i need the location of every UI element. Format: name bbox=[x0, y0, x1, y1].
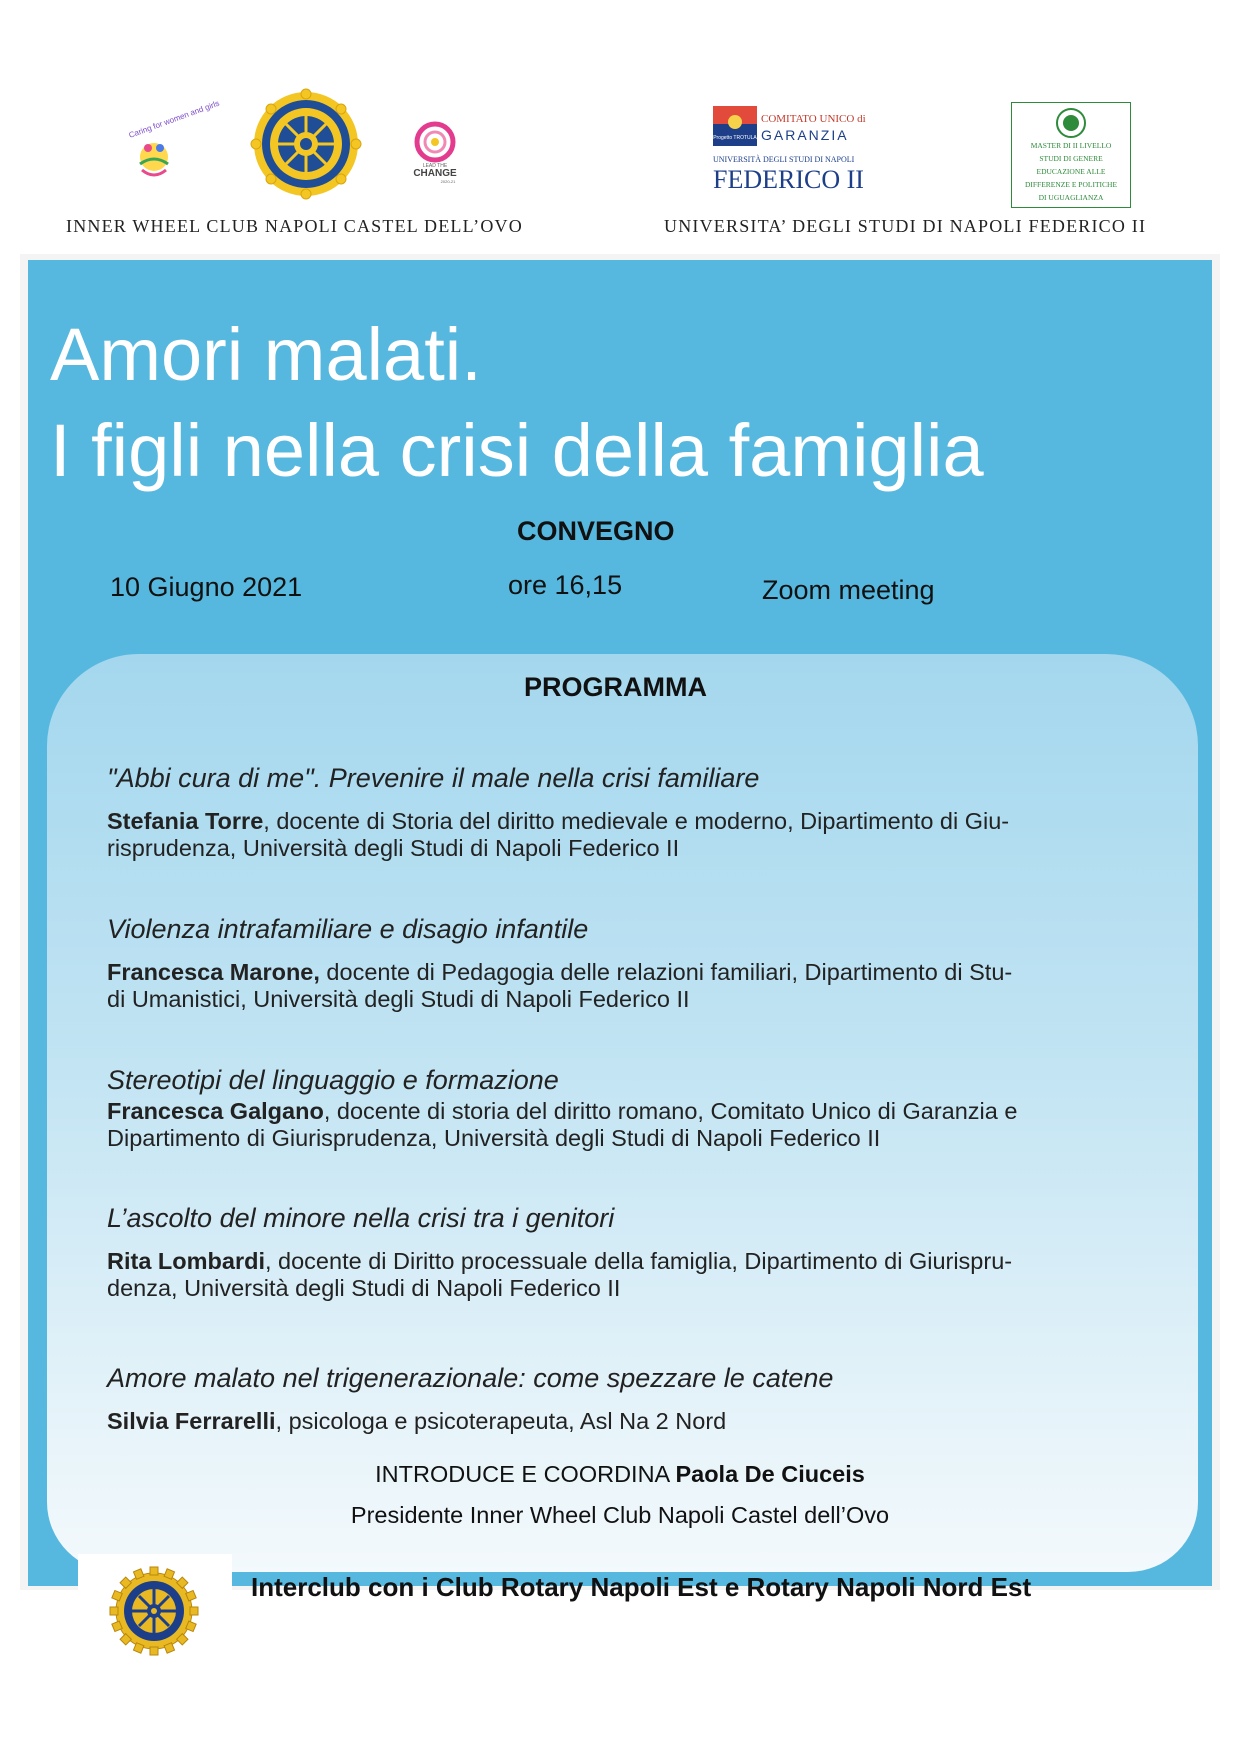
speaker-name: Silvia Ferrarelli bbox=[107, 1408, 276, 1434]
talk-speaker-desc bbox=[107, 1248, 1137, 1302]
event-place: Zoom meeting bbox=[762, 575, 935, 605]
page-title-line1: Amori malati. bbox=[50, 313, 482, 396]
talk-speaker-desc bbox=[107, 1408, 1137, 1435]
cug-line3: UNIVERSITÀ DEGLI STUDI DI NAPOLI bbox=[713, 155, 855, 164]
introduce-line bbox=[0, 1461, 1240, 1488]
change-text: CHANGE bbox=[413, 168, 457, 179]
speaker-name: Stefania Torre bbox=[107, 808, 264, 834]
cug-federico-logo bbox=[711, 104, 871, 194]
talk-speaker-desc bbox=[107, 1098, 1137, 1152]
introduce-label: INTRODUCE E COORDINA bbox=[375, 1461, 676, 1487]
inner-wheel-emblem bbox=[252, 90, 360, 198]
master-line4: DIFFERENZE E POLITICHE bbox=[1024, 180, 1118, 189]
speaker-role-cont: di Umanistici, Università degli Studi di Napoli Federico II bbox=[107, 986, 690, 1012]
master-seal-logo bbox=[1011, 102, 1131, 208]
moderator-name: Paola De Ciuceis bbox=[675, 1461, 865, 1487]
speaker-role-cont: Dipartimento di Giurisprudenza, Università degli Studi di Napoli Federico II bbox=[107, 1125, 881, 1151]
master-line2: STUDI DI GENERE bbox=[1039, 154, 1103, 163]
speaker-role: , psicologa e psicoterapeuta, Asl Na 2 Nord bbox=[275, 1408, 727, 1434]
interclub-note: Interclub con i Club Rotary Napoli Est e Rotary Napoli Nord Est bbox=[251, 1572, 1032, 1602]
event-type: CONVEGNO bbox=[517, 516, 675, 546]
year-text: 2020-21 bbox=[440, 179, 456, 184]
caring-logo-text: Caring for women and girls bbox=[127, 98, 221, 140]
event-time: ore 16,15 bbox=[508, 570, 623, 600]
event-date: 10 Giugno 2021 bbox=[110, 572, 303, 602]
master-line1: MASTER DI II LIVELLO bbox=[1030, 141, 1112, 150]
cug-line4: FEDERICO II bbox=[713, 165, 864, 194]
master-line5: DI UGUAGLIANZA bbox=[1038, 193, 1104, 202]
speaker-role: , docente di Storia del diritto medievale e moderno, Dipartimento di Giu- bbox=[263, 808, 1010, 834]
talk-title: L’ascolto del minore nella crisi tra i genitori bbox=[107, 1203, 615, 1233]
speaker-role: , docente di storia del diritto romano, Comitato Unico di Garanzia e bbox=[323, 1098, 1018, 1124]
talk-title: "Abbi cura di me". Prevenire il male nella crisi familiare bbox=[107, 763, 760, 793]
talk-title: Stereotipi del linguaggio e formazione bbox=[107, 1065, 559, 1095]
program-heading: PROGRAMMA bbox=[524, 672, 707, 702]
university-caption: UNIVERSITA’ DEGLI STUDI DI NAPOLI FEDERICO II bbox=[664, 216, 1147, 236]
master-line3: EDUCAZIONE ALLE bbox=[1036, 167, 1106, 176]
speaker-name: Francesca Marone, bbox=[107, 959, 320, 985]
speaker-role-cont: risprudenza, Università degli Studi di Napoli Federico II bbox=[107, 835, 680, 861]
cug-line1: COMITATO UNICO di bbox=[761, 113, 866, 125]
lead-the-text: LEAD THE bbox=[422, 163, 448, 169]
speaker-name: Rita Lombardi bbox=[107, 1248, 265, 1274]
talk-title: Violenza intrafamiliare e disagio infantile bbox=[107, 914, 589, 944]
rotary-international-emblem bbox=[78, 1554, 232, 1666]
moderator-role: Presidente Inner Wheel Club Napoli Castel dell’Ovo bbox=[350, 1502, 890, 1528]
page-title-line2: I figli nella crisi della famiglia bbox=[50, 409, 984, 492]
speaker-role: docente di Pedagogia delle relazioni familiari, Dipartimento di Stu- bbox=[319, 959, 1013, 985]
cug-line2: GARANZIA bbox=[761, 127, 849, 143]
speaker-role-cont: denza, Università degli Studi di Napoli Federico II bbox=[107, 1275, 621, 1301]
rotary-logo-box bbox=[78, 1554, 232, 1666]
speaker-name: Francesca Galgano bbox=[107, 1098, 324, 1124]
inner-wheel-caption: INNER WHEEL CLUB NAPOLI CASTEL DELL’OVO bbox=[66, 216, 523, 236]
caring-for-women-logo bbox=[124, 98, 221, 190]
lead-the-change-logo bbox=[408, 120, 462, 186]
talk-title: Amore malato nel trigenerazionale: come spezzare le catene bbox=[107, 1363, 834, 1393]
talk-speaker-desc bbox=[107, 808, 1137, 862]
speaker-role: , docente di Diritto processuale della famiglia, Dipartimento di Giurispru- bbox=[264, 1248, 1013, 1274]
trotula-text: Progetto TROTULA bbox=[713, 135, 757, 141]
talk-speaker-desc bbox=[107, 959, 1137, 1013]
